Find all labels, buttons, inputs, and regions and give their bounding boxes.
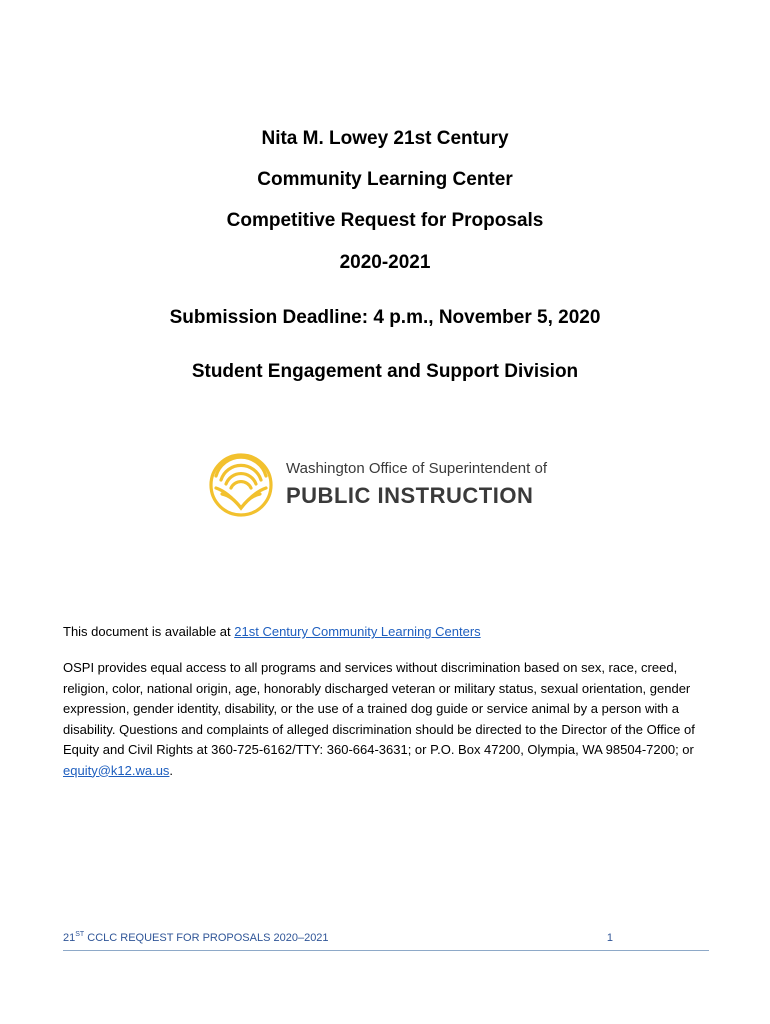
cclc-link[interactable]: 21st Century Community Learning Centers: [234, 624, 481, 639]
division-name: Student Engagement and Support Division: [191, 361, 579, 382]
ospi-logo-mark-icon: [208, 452, 274, 518]
footer-text: CCLC REQUEST FOR PROPOSALS 2020–2021: [84, 932, 329, 944]
title-line-1: Nita M. Lowey 21st Century: [261, 128, 509, 149]
footer-superscript: ST: [75, 931, 85, 938]
footer-title: [63, 932, 329, 944]
ospi-logo: [208, 452, 568, 522]
page-footer: [63, 932, 709, 951]
logo-bottom-text: PUBLIC INSTRUCTION: [286, 483, 534, 508]
availability-paragraph: [63, 622, 713, 643]
equity-email-link[interactable]: equity@k12.wa.us: [63, 762, 170, 778]
availability-prefix: This document is available at: [63, 624, 235, 639]
title-line-2: Community Learning Center: [257, 169, 513, 190]
title-line-3: Competitive Request for Proposals: [226, 210, 544, 231]
logo-top-text: Washington Office of Superintendent of: [286, 460, 547, 477]
equal-access-paragraph: [63, 658, 713, 781]
title-line-4: 2020-2021: [339, 252, 431, 273]
footer-prefix: 21: [63, 932, 76, 944]
page-number: 1: [606, 932, 613, 944]
equal-access-suffix: .: [169, 762, 174, 778]
equal-access-text: OSPI provides equal access to all programs and services without discrimination based on sex, race, creed, religion, color, national origin, age, honorably discharged veteran or military status, sexual orientation, gender expression, gender identity, disability, or the use of a trained dog guide or service animal by a person with a disability. Questions and complaints of alleged discrimination should be directed to the Director of the Office of Equity and Civil Rights at 360-725-6162/TTY: 360-664-3631; or P.O. Box 47200, Olympia, WA 98504-7200; or: [63, 660, 695, 757]
submission-deadline: Submission Deadline: 4 p.m., November 5, 2020: [169, 307, 601, 328]
